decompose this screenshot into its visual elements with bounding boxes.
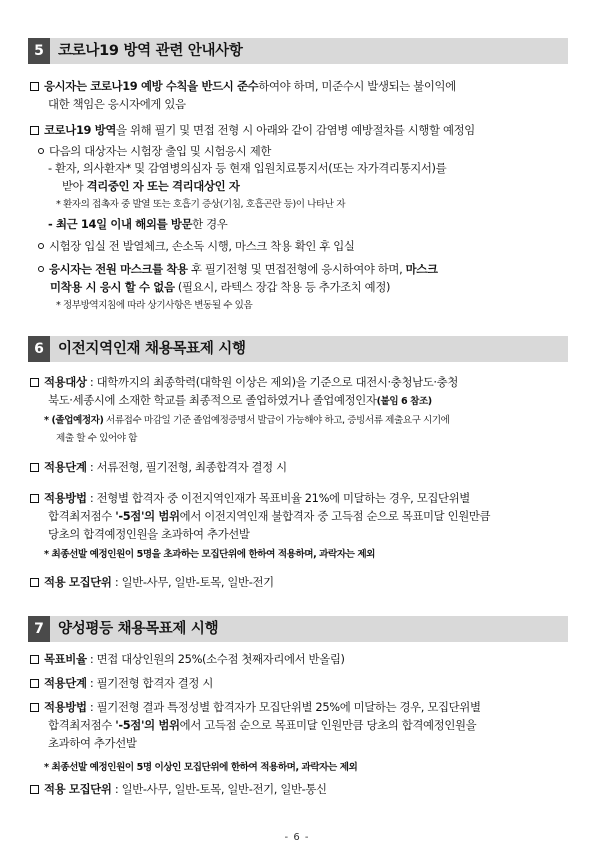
- section-number: 5: [28, 38, 50, 64]
- checkbox-square-icon: [30, 703, 39, 712]
- checkbox-square-icon: [30, 378, 39, 387]
- s6-note-2: * 최종선발 예정인원이 5명을 초과하는 모집단위에 한하여 적용하며, 과락자는 제외: [44, 549, 375, 560]
- s6-item-3-cont: 합격최저점수 '-5점'의 범위에서 이전지역인재 불합격자 중 고득점 순으로 목표미달 인원만큼: [48, 509, 491, 523]
- s6-item-1-cont: 북도·세종시에 소재한 학교를 최종적으로 졸업하였거나 졸업예정인자(붙임 6 참조): [48, 393, 432, 407]
- s5-circle-1-dash-2: - 최근 14일 이내 해외를 방문한 경우: [48, 217, 228, 231]
- checkbox-square-icon: [30, 82, 39, 91]
- s5-circle-1-dash-1: - 환자, 의사환자* 및 감염병의심자 등 현재 입원치료통지서(또는 자가격리통지서)를: [48, 161, 447, 175]
- s6-note-1-cont: 제출 할 수 있어야 함: [56, 433, 137, 444]
- s6-item-1: 적용대상 : 대학까지의 최종학력(대학원 이상은 제외)을 기준으로 대전시·충청남도·충청: [30, 375, 458, 390]
- section-number: 7: [28, 616, 50, 642]
- s5-circle-3: 응시자는 전원 마스크를 착용 후 필기전형 및 면접전형에 응시하여야 하며, 마스크: [38, 262, 438, 277]
- section-header-7: [28, 616, 568, 642]
- circle-bullet-icon: [38, 243, 44, 249]
- s6-item-2: 적용단계 : 서류전형, 필기전형, 최종합격자 결정 시: [30, 460, 287, 475]
- s6-item-3: 적용방법 : 전형별 합격자 중 이전지역인재가 목표비율 21%에 미달하는 경우, 모집단위별: [30, 491, 470, 506]
- s5-item-2: 코로나19 방역을 위해 필기 및 면접 전형 시 아래와 같이 감염병 예방절차를 시행할 예정임: [30, 123, 475, 138]
- section-header-6: [28, 336, 568, 362]
- s7-item-4: 적용 모집단위 : 일반-사무, 일반-토목, 일반-전기, 일반-통신: [30, 782, 327, 797]
- s7-item-3-cont: 합격최저점수 '-5점'의 범위에서 고득점 순으로 목표미달 인원만큼 당초의 합격예정인원을: [48, 718, 477, 732]
- checkbox-square-icon: [30, 463, 39, 472]
- s5-circle-1-dash-1-cont: 받아 격리중인 자 또는 격리대상인 자: [62, 179, 240, 193]
- checkbox-square-icon: [30, 126, 39, 135]
- s7-item-1: 목표비율 : 면접 대상인원의 25%(소수점 첫째자리에서 반올림): [30, 652, 345, 667]
- section-title: 이전지역인재 채용목표제 시행: [58, 341, 246, 357]
- section-number: 6: [28, 336, 50, 362]
- s6-item-4: 적용 모집단위 : 일반-사무, 일반-토목, 일반-전기: [30, 575, 274, 590]
- checkbox-square-icon: [30, 494, 39, 503]
- s6-note-1: * (졸업예정자) 서류접수 마감일 기준 졸업예정증명서 발급이 가능해야 하고, 증빙서류 제출요구 시기에: [44, 415, 450, 426]
- s5-circle-3-cont: 미착용 시 응시 할 수 없음 (필요시, 라텍스 장갑 착용 등 추가조치 예정): [50, 280, 391, 294]
- s5-item-1: 응시자는 코로나19 예방 수칙을 반드시 준수하여야 하며, 미준수시 발생되는 불이익에: [30, 79, 456, 94]
- s7-item-2: 적용단계 : 필기전형 합격자 결정 시: [30, 676, 213, 691]
- s5-circle-2: 시험장 입실 전 발열체크, 손소독 시행, 마스크 착용 확인 후 입실: [38, 239, 355, 254]
- circle-bullet-icon: [38, 266, 44, 272]
- s7-item-3-cont-2: 초과하여 추가선발: [48, 736, 137, 750]
- checkbox-square-icon: [30, 578, 39, 587]
- s6-item-3-cont-2: 당초의 합격예정인원을 초과하여 추가선발: [48, 527, 250, 541]
- s5-note-2: * 정부방역지침에 따라 상기사항은 변동될 수 있음: [56, 300, 253, 311]
- circle-bullet-icon: [38, 148, 44, 154]
- s5-note-1: * 환자의 접촉자 중 발열 또는 호흡기 증상(기침, 호흡곤란 등)이 나타난 자: [56, 199, 346, 210]
- checkbox-square-icon: [30, 785, 39, 794]
- checkbox-square-icon: [30, 679, 39, 688]
- s5-item-1-cont: 대한 책임은 응시자에게 있음: [48, 97, 186, 111]
- page-number: - 6 -: [284, 832, 310, 843]
- s5-circle-1: 다음의 대상자는 시험장 출입 및 시험응시 제한: [38, 144, 271, 159]
- checkbox-square-icon: [30, 655, 39, 664]
- section-title: 양성평등 채용목표제 시행: [58, 621, 219, 637]
- s7-item-3: 적용방법 : 필기전형 결과 특정성별 합격자가 모집단위별 25%에 미달하는 경우, 모집단위별: [30, 700, 481, 715]
- section-title: 코로나19 방역 관련 안내사항: [58, 43, 243, 59]
- section-header-5: [28, 38, 568, 64]
- s7-note-1: * 최종선발 예정인원이 5명 이상인 모집단위에 한하여 적용하며, 과락자는 제외: [44, 762, 358, 773]
